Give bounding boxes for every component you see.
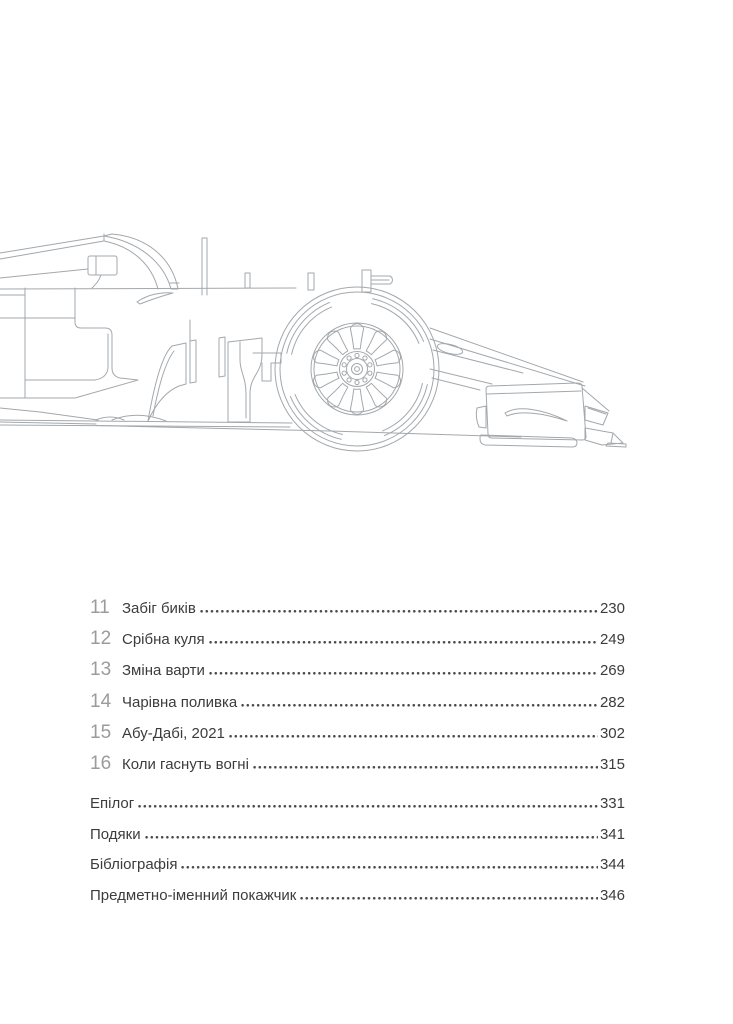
section-title: Предметно-іменний покажчик (90, 886, 297, 904)
bargeboards (148, 337, 281, 422)
toc-entry (90, 654, 625, 685)
page-number: 344 (599, 856, 625, 874)
halo-bar (104, 234, 179, 289)
toc-entry (90, 623, 625, 654)
page-number: 302 (599, 724, 625, 742)
chapter-number: 14 (90, 690, 112, 712)
page-number: 315 (599, 755, 625, 773)
chapter-number: 11 (90, 597, 110, 618)
wheel-rim (311, 323, 403, 415)
nose-tip (582, 388, 626, 447)
toc-entry (90, 881, 625, 912)
section-title: Подяки (90, 825, 141, 843)
chapter-number: 12 (90, 628, 112, 650)
dot-leader (208, 662, 598, 675)
dot-leader (228, 725, 598, 738)
chapter-number: 13 (90, 659, 112, 681)
table-of-contents (90, 592, 625, 911)
toc-entry (90, 850, 625, 881)
dot-leader (144, 826, 598, 839)
wheel-spokes (312, 324, 402, 415)
page-number: 341 (599, 825, 625, 843)
chapter-number: 16 (90, 752, 112, 774)
f1-car-line-drawing-icon (0, 222, 660, 472)
toc-entry (90, 789, 625, 820)
page-number: 249 (599, 631, 625, 649)
dot-leader (180, 856, 597, 869)
dot-leader (252, 756, 598, 769)
toc-entry (90, 820, 625, 851)
page-number: 331 (599, 795, 625, 813)
toc-entry (90, 686, 625, 717)
dot-leader (137, 795, 598, 808)
chapter-number: 15 (90, 721, 112, 743)
dot-leader (240, 694, 598, 707)
tyre-tread-marks (271, 283, 443, 455)
chapter-title: Абу-Дабі, 2021 (122, 724, 225, 742)
page-number: 269 (599, 662, 625, 680)
toc-entry (90, 592, 625, 623)
chapter-title: Чарівна поливка (122, 693, 238, 711)
chapter-title: Зміна варти (122, 662, 205, 680)
front-wing-endplate (476, 383, 626, 447)
toc-entry (90, 717, 625, 748)
pitot-tube-icon (371, 276, 392, 284)
page-number: 282 (599, 693, 625, 711)
chapter-title: Забіг биків (122, 600, 196, 617)
wheel-hub (340, 352, 375, 387)
sidepod-vane (137, 293, 173, 304)
page-number: 346 (599, 886, 625, 904)
front-wheel (271, 283, 443, 455)
toc-chapter-list (90, 592, 625, 779)
chapter-title: Коли гаснуть вогні (122, 755, 249, 773)
chapter-title: Срібна куля (122, 631, 205, 649)
dot-leader (208, 631, 598, 644)
suspension-arms (430, 328, 585, 390)
side-mirror-icon (88, 256, 117, 288)
dot-leader (199, 600, 598, 613)
page-number: 230 (599, 600, 625, 617)
dot-leader (299, 887, 598, 900)
toc-backmatter-list (90, 789, 625, 911)
section-title: Бібліографія (90, 856, 178, 874)
toc-entry (90, 748, 625, 779)
car-floor (0, 415, 521, 437)
section-title: Епілог (90, 795, 135, 813)
